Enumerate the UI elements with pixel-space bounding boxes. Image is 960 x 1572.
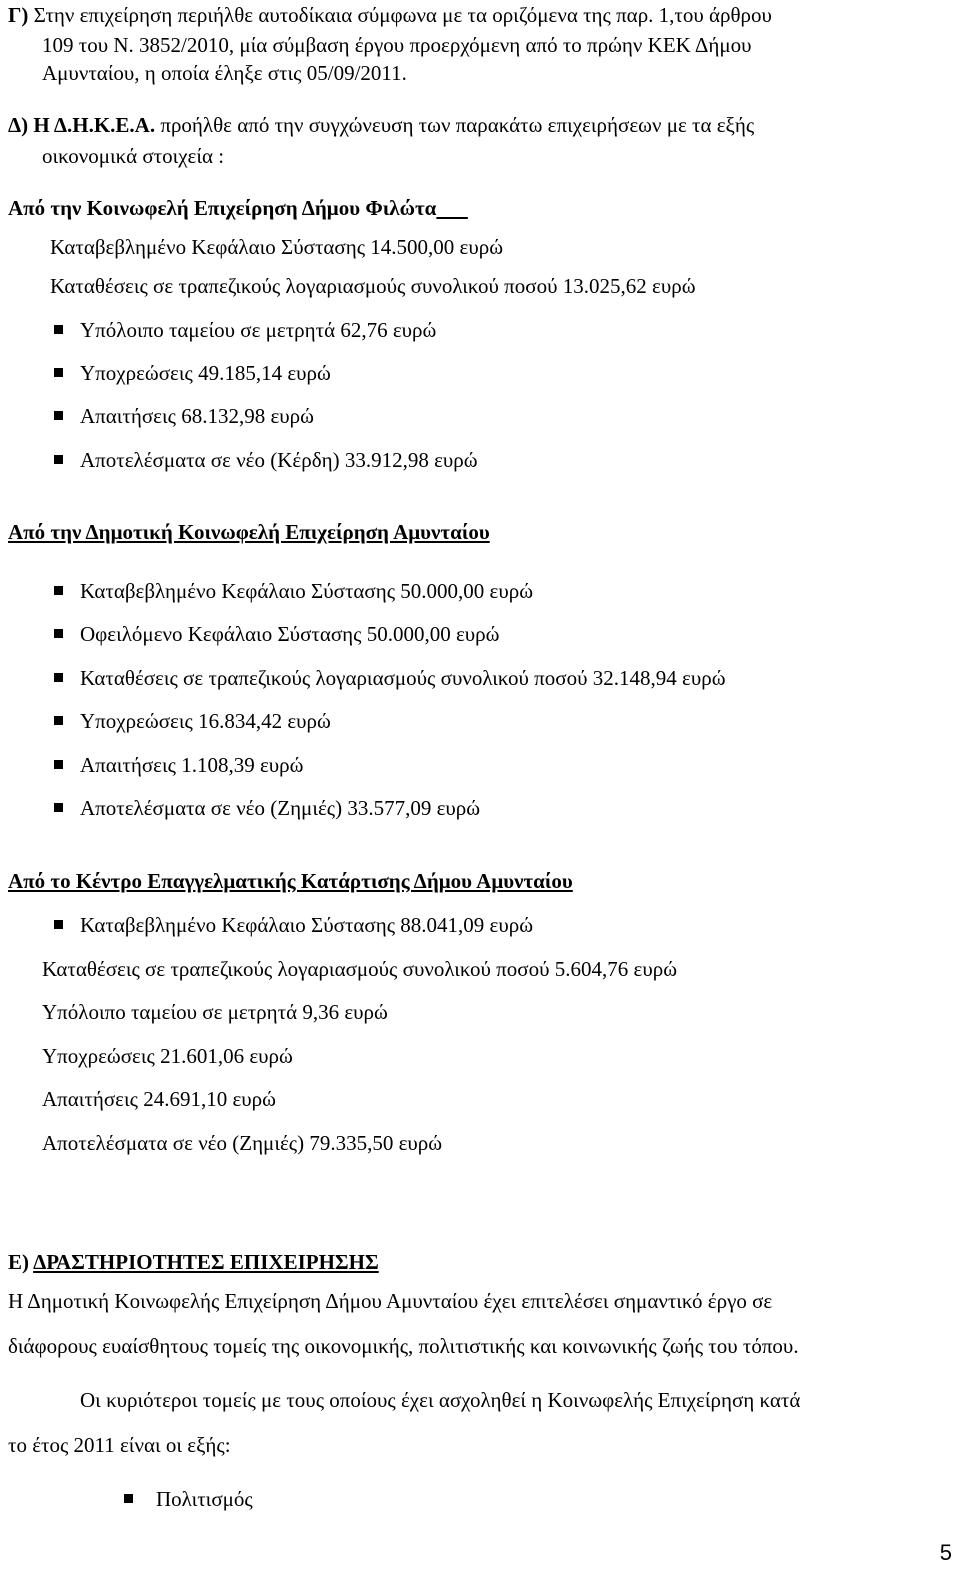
filota-heading-underline — [436, 196, 468, 220]
filota-item-4: Υποχρεώσεις 49.185,14 ευρώ — [80, 361, 331, 385]
bullet-icon — [54, 368, 63, 377]
amyntaio-item-4: Υποχρεώσεις 16.834,42 ευρώ — [80, 709, 331, 733]
section-e-para2-line-1: Οι κυριότεροι τομείς με τους οποίους έχει ασχοληθεί η Κοινωφελής Επιχείρηση κατά — [80, 1388, 801, 1412]
bullet-icon — [54, 586, 63, 595]
filota-item-6: Αποτελέσματα σε νέο (Κέρδη) 33.912,98 ευρώ — [80, 448, 478, 472]
filota-item-1: Καταβεβλημένο Κεφάλαιο Σύστασης 14.500,00 ευρώ — [50, 235, 504, 259]
bullet-icon — [54, 803, 63, 812]
section-g-line-2: 109 του Ν. 3852/2010, μία σύμβαση έργου προερχόμενη από το πρώην ΚΕΚ Δήμου — [42, 33, 752, 57]
bullet-icon — [54, 455, 63, 464]
section-e-para1-line-2: διάφορους ευαίσθητους τομείς της οικονομικής, πολιτιστικής και κοινωνικής ζωής του τόπου. — [8, 1334, 799, 1358]
filota-item-2: Καταθέσεις σε τραπεζικούς λογαριασμούς συνολικού ποσού 13.025,62 ευρώ — [50, 274, 696, 298]
section-g-label: Γ) — [8, 3, 29, 27]
filota-heading-text: Από την Κοινωφελή Επιχείρηση Δήμου Φιλώτα — [8, 196, 437, 220]
section-g-line-1 — [8, 2, 772, 28]
section-e-item-1: Πολιτισμός — [156, 1487, 253, 1511]
kek-item-1: Καταβεβλημένο Κεφάλαιο Σύστασης 88.041,09 ευρώ — [80, 913, 534, 937]
amyntaio-heading: Από την Δημοτική Κοινωφελή Επιχείρηση Αμυνταίου — [8, 520, 490, 544]
section-d-text-1: προήλθε από την συγχώνευση των παρακάτω επιχειρήσεων με τα εξής — [155, 113, 755, 137]
section-d-line-2: οικονομικά στοιχεία : — [42, 144, 225, 168]
amyntaio-item-3: Καταθέσεις σε τραπεζικούς λογαριασμούς συνολικού ποσού 32.148,94 ευρώ — [80, 666, 726, 690]
bullet-icon — [54, 716, 63, 725]
section-e-para2-line-2: το έτος 2011 είναι οι εξής: — [8, 1433, 231, 1457]
bullet-icon — [54, 760, 63, 769]
section-e-title: ΔΡΑΣΤΗΡΙΟΤΗΤΕΣ ΕΠΙΧΕΙΡΗΣΗΣ — [33, 1250, 379, 1274]
section-d-label: Δ) Η Δ.Η.Κ.Ε.Α. — [8, 113, 156, 137]
section-e-heading — [8, 1249, 379, 1275]
section-g-text-1: Στην επιχείρηση περιήλθε αυτοδίκαια σύμφωνα με τα οριζόμενα της παρ. 1,του άρθρου — [33, 3, 772, 27]
bullet-icon — [54, 673, 63, 682]
bullet-icon — [54, 920, 63, 929]
kek-item-4: Υποχρεώσεις 21.601,06 ευρώ — [42, 1044, 293, 1068]
kek-item-3: Υπόλοιπο ταμείου σε μετρητά 9,36 ευρώ — [42, 1000, 388, 1024]
bullet-icon — [54, 325, 63, 334]
filota-item-3: Υπόλοιπο ταμείου σε μετρητά 62,76 ευρώ — [80, 318, 437, 342]
bullet-icon — [124, 1494, 133, 1503]
section-e-label: Ε) — [8, 1250, 29, 1274]
bullet-icon — [54, 411, 63, 420]
kek-item-2: Καταθέσεις σε τραπεζικούς λογαριασμούς συνολικού ποσού 5.604,76 ευρώ — [42, 957, 678, 981]
section-d-line-1 — [8, 112, 754, 138]
amyntaio-item-6: Αποτελέσματα σε νέο (Ζημιές) 33.577,09 ευρώ — [80, 796, 481, 820]
kek-item-6: Αποτελέσματα σε νέο (Ζημιές) 79.335,50 ευρώ — [42, 1131, 443, 1155]
section-g-line-3: Αμυνταίου, η οποία έληξε στις 05/09/2011. — [42, 61, 407, 85]
page-number: 5 — [939, 1540, 952, 1565]
section-e-para1-line-1: Η Δημοτική Κοινωφελής Επιχείρηση Δήμου Αμυνταίου έχει επιτελέσει σημαντικό έργο σε — [8, 1289, 773, 1313]
kek-heading: Από το Κέντρο Επαγγελματικής Κατάρτισης Δήμου Αμυνταίου — [8, 869, 573, 893]
filota-heading — [8, 195, 468, 221]
amyntaio-item-1: Καταβεβλημένο Κεφάλαιο Σύστασης 50.000,00 ευρώ — [80, 579, 534, 603]
filota-item-5: Απαιτήσεις 68.132,98 ευρώ — [80, 404, 314, 428]
amyntaio-item-2: Οφειλόμενο Κεφάλαιο Σύστασης 50.000,00 ευρώ — [80, 622, 500, 646]
amyntaio-item-5: Απαιτήσεις 1.108,39 ευρώ — [80, 753, 304, 777]
bullet-icon — [54, 629, 63, 638]
kek-item-5: Απαιτήσεις 24.691,10 ευρώ — [42, 1087, 276, 1111]
